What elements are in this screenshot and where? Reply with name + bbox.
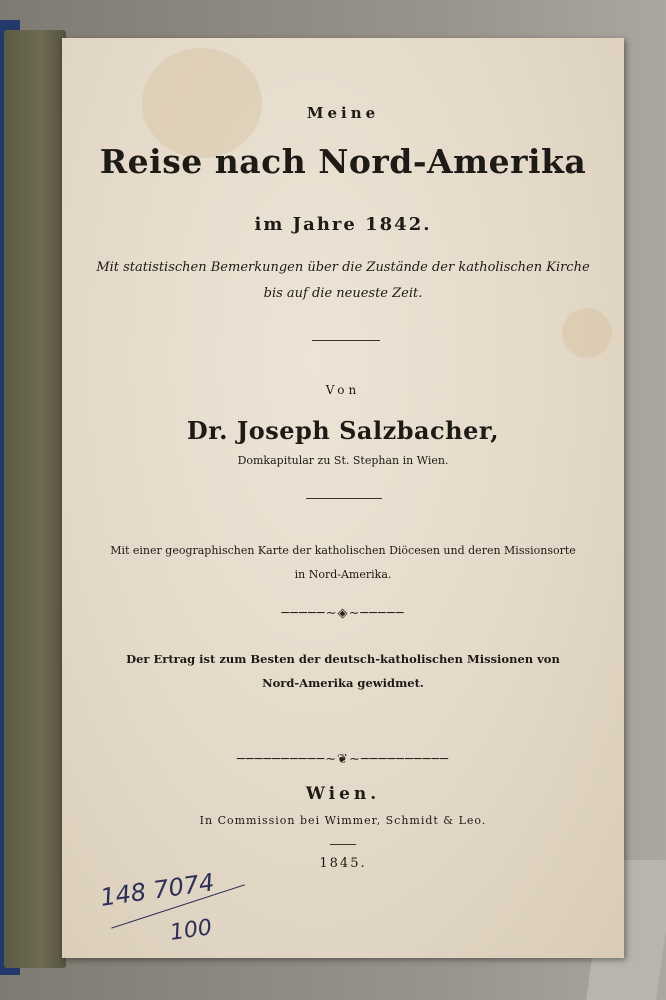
map-note-line-1: Mit einer geographischen Karte der katholischen Diöcesen und deren Missionsorte [110,544,576,557]
handwritten-shelfmark: 148 7074 [98,868,216,912]
page-title: Reise nach Nord-Amerika [99,142,587,181]
book-cover [4,30,66,968]
subtitle-line-1: Mit statistischen Bemerkungen über die Zustände der katholischen Kirche [96,260,590,275]
stain [562,308,612,358]
map-note-line-2: in Nord-Amerika. [294,568,392,581]
dedication-line-1: Der Ertrag ist zum Besten der deutsch-katholischen Missionen von [126,652,560,666]
ornament-divider: ──────────∼❦∼────────── [236,752,450,767]
title-page [62,38,624,958]
subtitle-line-2: bis auf die neueste Zeit. [263,286,423,301]
divider [312,340,380,341]
author-role: Domkapitular zu St. Stephan in Wien. [237,454,449,467]
publisher: In Commission bei Wimmer, Schmidt & Leo. [199,814,487,827]
divider [306,498,382,499]
ornament-divider: ─────∼◈∼───── [281,606,405,621]
year-line: im Jahre 1842. [254,214,432,235]
divider [330,844,356,845]
handwritten-number: 100 [168,915,214,946]
dedication-line-2: Nord-Amerika gewidmet. [262,676,424,690]
author-name: Dr. Joseph Salzbacher, [186,416,500,445]
publication-year: 1845. [319,856,367,871]
pretitle: Meine [306,104,380,122]
by-label: Von [325,383,361,397]
city: Wien. [305,784,381,804]
